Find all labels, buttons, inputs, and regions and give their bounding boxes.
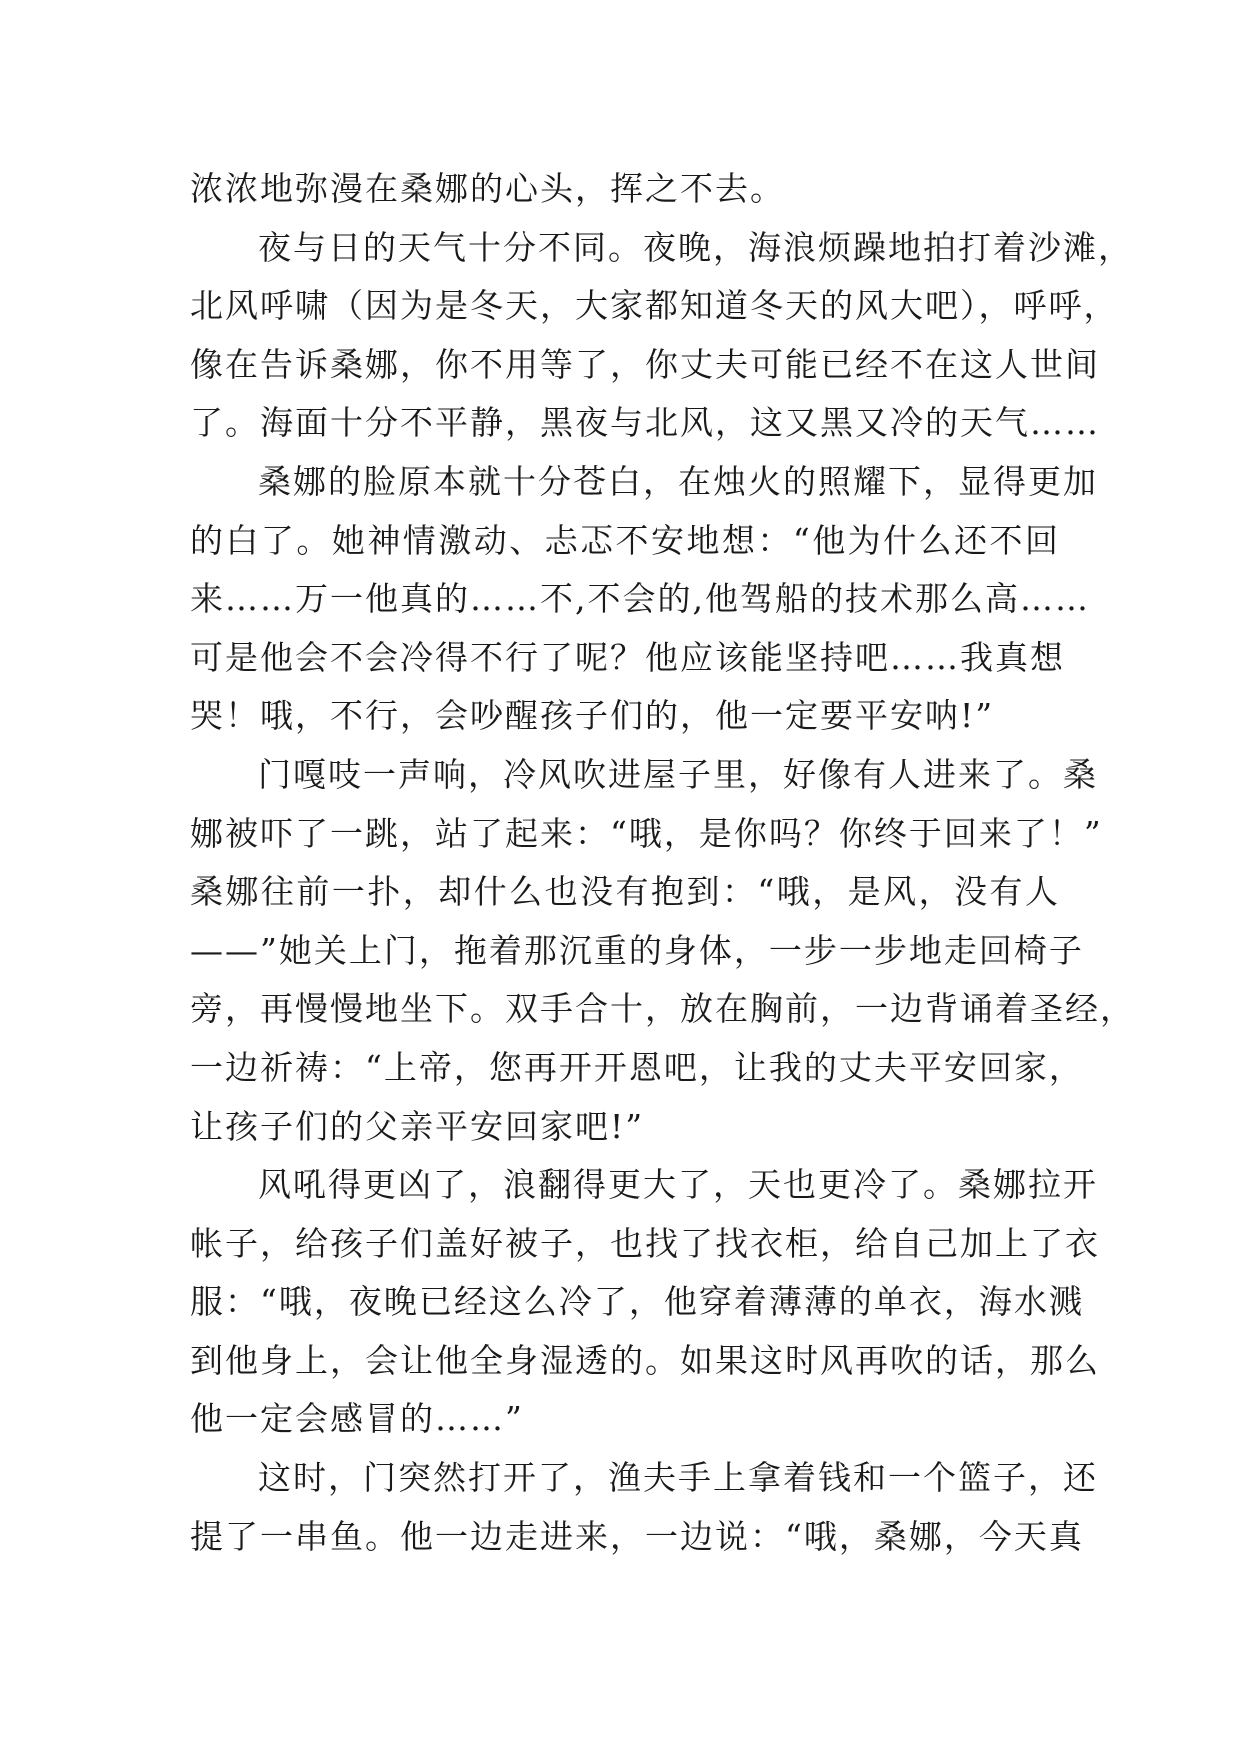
text-line: 像在告诉桑娜，你不用等了，你丈夫可能已经不在这人世间 bbox=[190, 344, 1100, 384]
text-line: 了。海面十分不平静，黑夜与北风，这又黑又冷的天气…… bbox=[190, 403, 1100, 443]
paragraph-start-line: 这时，门突然打开了，渔夫手上拿着钱和一个篮子，还 bbox=[258, 1458, 1098, 1498]
text-line: 浓浓地弥漫在桑娜的心头，挥之不去。 bbox=[190, 169, 785, 208]
text-line: 可是他会不会冷得不行了呢？他应该能坚持吧……我真想 bbox=[190, 637, 1065, 677]
text-line: 的白了。她神情激动、忐忑不安地想：“他为什么还不回 bbox=[190, 520, 1060, 560]
story-text bbox=[190, 160, 1135, 1566]
text-line: 到他身上，会让他全身湿透的。如果这时风再吹的话，那么 bbox=[190, 1340, 1100, 1380]
text-line: 他一定会感冒的……” bbox=[190, 1399, 524, 1439]
text-line: 一边祈祷：“上帝，您再开开恩吧，让我的丈夫平安回家， bbox=[190, 1047, 1084, 1087]
text-line: 服：“哦，夜晚已经这么冷了，他穿着薄薄的单衣，海水溅 bbox=[190, 1282, 1084, 1322]
text-line: 哭！哦，不行，会吵醒孩子们的，他一定要平安呐!” bbox=[190, 696, 995, 736]
text-line: 娜被吓了一跳，站了起来：“哦，是你吗？你终于回来了！” bbox=[190, 813, 1103, 853]
text-line: 来……万一他真的……不,不会的,他驾船的技术那么高…… bbox=[190, 579, 1090, 619]
text-line: 提了一串鱼。他一边走进来，一边说：“哦，桑娜，今天真 bbox=[190, 1516, 1084, 1556]
paragraph-start-line: 夜与日的天气十分不同。夜晚，海浪烦躁地拍打着沙滩， bbox=[258, 227, 1133, 267]
paragraph-start-line: 门嘎吱一声响，冷风吹进屋子里，好像有人进来了。桑 bbox=[258, 754, 1098, 794]
text-line: 帐子，给孩子们盖好被子，也找了找衣柜，给自己加上了衣 bbox=[190, 1223, 1100, 1263]
text-line: ——”她关上门，拖着那沉重的身体，一步一步地走回椅子 bbox=[190, 930, 1084, 970]
text-line: 旁，再慢慢地坐下。双手合十，放在胸前，一边背诵着圣经， bbox=[190, 989, 1135, 1029]
text-line: 让孩子们的父亲平安回家吧!” bbox=[190, 1106, 645, 1146]
paragraph-start-line: 风吼得更凶了，浪翻得更大了，天也更冷了。桑娜拉开 bbox=[258, 1165, 1098, 1205]
text-line: 北风呼啸（因为是冬天，大家都知道冬天的风大吧），呼呼， bbox=[190, 286, 1119, 326]
text-line: 桑娜往前一扑，却什么也没有抱到：“哦，是风，没有人 bbox=[190, 872, 1060, 912]
paragraph-start-line: 桑娜的脸原本就十分苍白，在烛火的照耀下，显得更加 bbox=[258, 461, 1098, 501]
